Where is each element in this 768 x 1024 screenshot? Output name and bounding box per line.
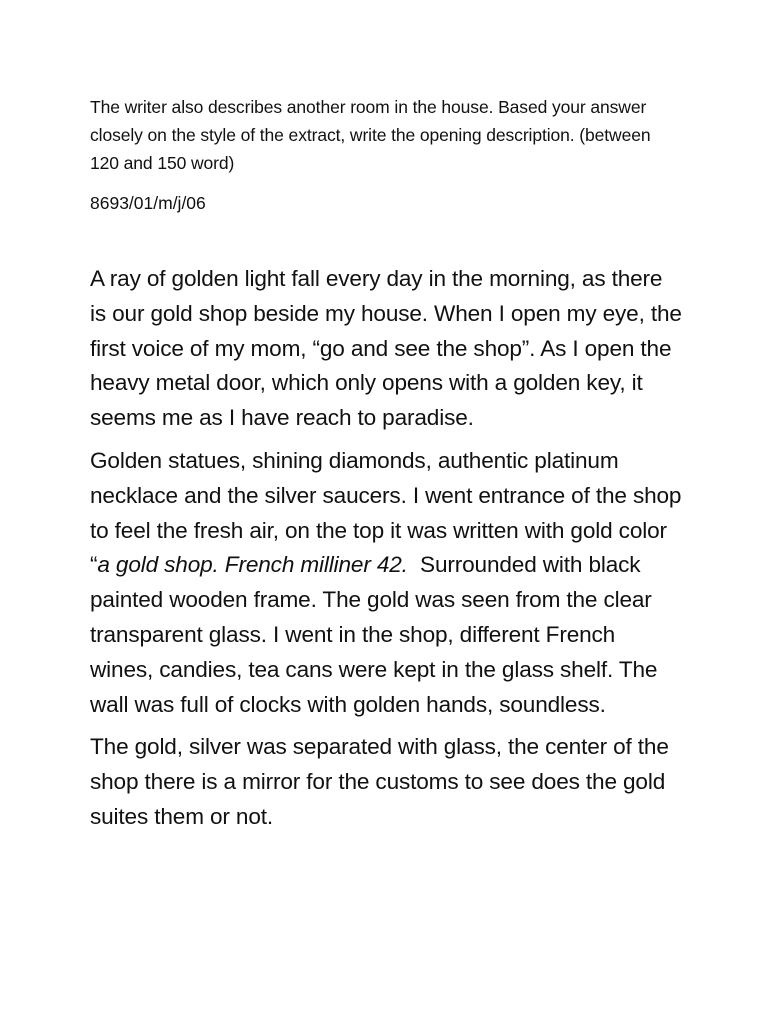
answer-paragraph-1: A ray of golden light fall every day in the morning, as there is our gold shop beside my house. When I open my eye, the first voice of my mom, “go and see the shop”. As I open the heavy metal door, which only opens with a golden key, it seems me as I have reach to paradise.: [90, 266, 682, 431]
paragraph-2-start: Golden statues, shining diamonds, authentic platinum necklace and the silver saucers. I went entrance of the shop to feel the fresh air, on the top it was written with gold color “: [90, 447, 682, 578]
question-text: The writer also describes another room in the house. Based your answer closely on the style of the extract, write the opening description. (between 120 and 150 word): [90, 97, 651, 173]
answer-paragraph-2: [90, 444, 684, 722]
paragraph-2-end: Surrounded with black painted wooden frame. The gold was seen from the clear transparent glass. I went in the shop, different French wines, candies, tea cans were kept in the glass shelf. The wall was full of clocks with golden hands, soundless.: [90, 552, 664, 717]
answer-body: [90, 262, 684, 835]
shop-sign-text: a gold shop. French milliner 42.: [97, 552, 408, 578]
exam-code: 8693/01/m/j/06: [90, 193, 206, 213]
answer-paragraph-3: The gold, silver was separated with glass, the center of the shop there is a mirror for the customs to see does the gold suites them or not.: [90, 734, 669, 829]
